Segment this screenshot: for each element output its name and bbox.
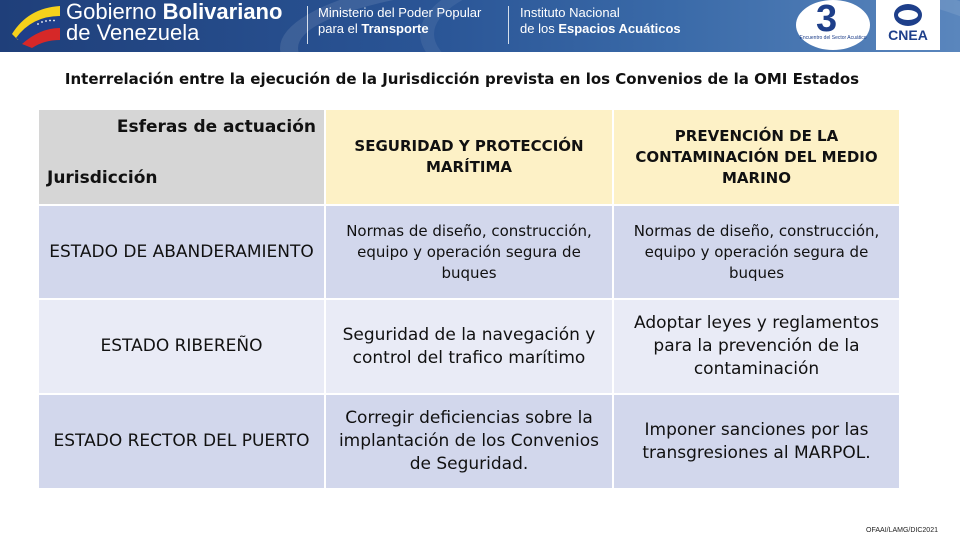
venezuela-flag-icon	[10, 4, 62, 48]
jurisdiction-table	[37, 108, 901, 490]
corner-bottom-label: Jurisdicción	[47, 168, 158, 188]
table-corner-cell	[38, 109, 325, 205]
table-cell: Seguridad de la navegación y control del trafico marítimo	[325, 299, 613, 394]
logo-number: 3	[816, 0, 838, 40]
table-row	[38, 394, 900, 489]
table-cell: Adoptar leyes y reglamentos para la prevención de la contaminación	[613, 299, 900, 394]
table-cell: Corregir deficiencias sobre la implantación de los Convenios de Seguridad.	[325, 394, 613, 489]
row-label: ESTADO RIBEREÑO	[38, 299, 325, 394]
logo-caption: Encuentro del Sector Acuático	[799, 35, 867, 41]
header-separator	[307, 6, 308, 44]
cnea-mark-icon	[894, 4, 922, 26]
gov-line1-bold: Bolivariano	[162, 0, 283, 24]
header-separator	[508, 6, 509, 44]
slide-title: Interrelación entre la ejecución de la Jurisdicción prevista en los Convenios de la OMI Estados	[64, 70, 860, 88]
ministry-line2-normal: para el	[318, 21, 362, 36]
institute-line1: Instituto Nacional	[520, 5, 620, 20]
table-cell: Normas de diseño, construcción, equipo y operación segura de buques	[613, 205, 900, 299]
cnea-logo-text: CNEA	[888, 27, 928, 43]
row-label: ESTADO RECTOR DEL PUERTO	[38, 394, 325, 489]
table-row	[38, 205, 900, 299]
government-name	[66, 1, 282, 43]
column-header: PREVENCIÓN DE LA CONTAMINACIÓN DEL MEDIO MARINO	[613, 109, 900, 205]
institute-name	[520, 5, 681, 37]
table-cell: Normas de diseño, construcción, equipo y operación segura de buques	[325, 205, 613, 299]
cnea-logo	[876, 0, 940, 50]
table-row	[38, 299, 900, 394]
row-label: ESTADO DE ABANDERAMIENTO	[38, 205, 325, 299]
column-header: SEGURIDAD Y PROTECCIÓN MARÍTIMA	[325, 109, 613, 205]
ministry-line1: Ministerio del Poder Popular	[318, 5, 482, 20]
institute-line2-normal: de los	[520, 21, 559, 36]
encuentro-logo	[796, 0, 870, 50]
gov-line1-normal: Gobierno	[66, 0, 163, 24]
ministry-line2-bold: Transporte	[361, 21, 429, 36]
table-cell: Imponer sanciones por las transgresiones al MARPOL.	[613, 394, 900, 489]
header-banner	[0, 0, 960, 52]
ministry-name	[318, 5, 481, 37]
institute-line2-bold: Espacios Acuáticos	[558, 21, 681, 36]
table-header-row	[38, 109, 900, 205]
document-code: OFAAI/LAMG/DIC2021	[866, 527, 938, 534]
gov-line2: de Venezuela	[66, 20, 200, 45]
corner-top-label: Esferas de actuación	[116, 117, 316, 137]
